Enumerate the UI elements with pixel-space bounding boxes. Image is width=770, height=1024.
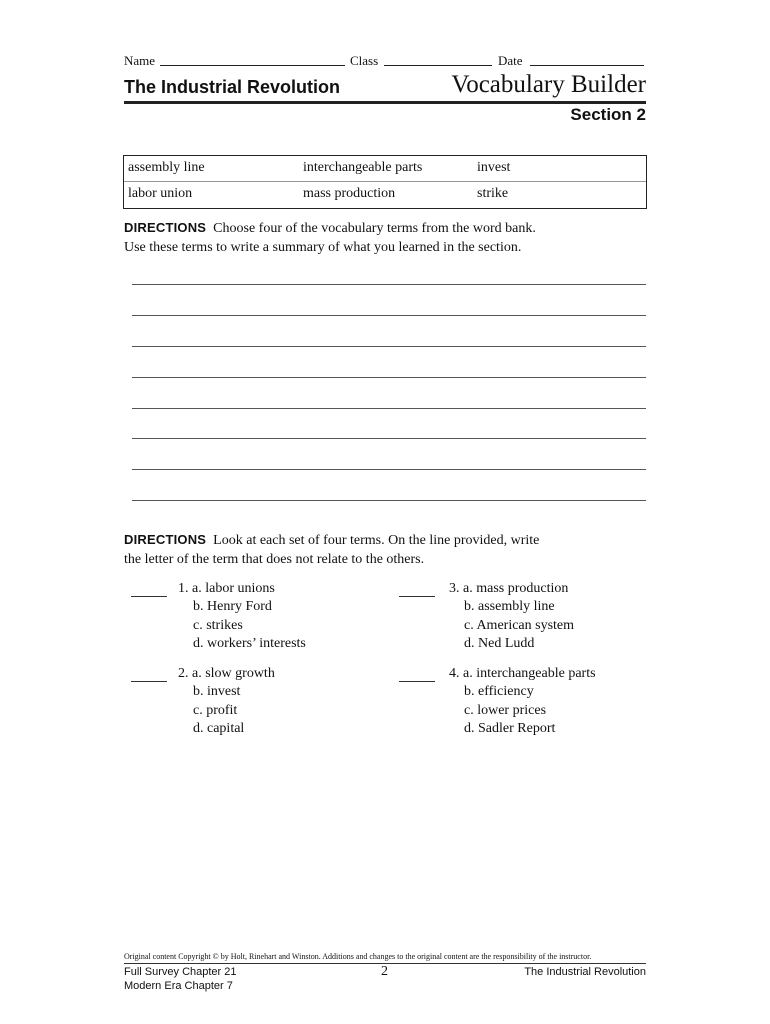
option-c: c. profit	[193, 702, 238, 718]
writing-line[interactable]	[132, 500, 646, 501]
option-d: d. capital	[193, 720, 245, 736]
option-b: b. assembly line	[464, 599, 555, 615]
directions-summary	[124, 218, 654, 257]
word-bank	[123, 155, 647, 209]
question-number: 4.	[449, 666, 460, 681]
option-d: d. Ned Ludd	[464, 635, 535, 651]
writing-line[interactable]	[132, 377, 646, 378]
class-label: Class	[350, 53, 379, 68]
question-number: 2.	[178, 666, 189, 681]
directions-text: Look at each set of four terms. On the line provided, write	[213, 533, 540, 548]
page-number: 2	[381, 964, 388, 979]
answer-blank[interactable]	[399, 596, 435, 597]
directions-text: Choose four of the vocabulary terms from the word bank.	[213, 221, 536, 236]
directions-odd-one-out	[124, 530, 654, 569]
option-c: c. lower prices	[464, 702, 547, 718]
writing-line[interactable]	[132, 438, 646, 439]
word-bank-term: labor union	[128, 186, 193, 201]
question-number: 3.	[449, 581, 460, 596]
directions-text: the letter of the term that does not relate to the others.	[124, 552, 425, 567]
option-a: a. labor unions	[192, 581, 275, 596]
option-c: c. American system	[464, 617, 575, 633]
option-d: d. workers’ interests	[193, 635, 306, 651]
word-bank-term: mass production	[303, 186, 396, 201]
directions-label: DIRECTIONS	[124, 220, 207, 235]
option-a: a. mass production	[463, 581, 569, 596]
date-label: Date	[498, 53, 523, 68]
page-title: The Industrial Revolution	[124, 77, 341, 97]
vocabulary-builder-heading: Vocabulary Builder	[451, 71, 646, 98]
writing-line[interactable]	[132, 284, 646, 285]
name-field[interactable]	[160, 53, 345, 66]
directions-text: Use these terms to write a summary of what you learned in the section.	[124, 240, 522, 255]
directions-label: DIRECTIONS	[124, 532, 207, 547]
header-rule	[124, 101, 646, 104]
option-c: c. strikes	[193, 617, 243, 633]
footer-chapter-full-survey: Full Survey Chapter 21	[124, 966, 237, 978]
option-d: d. Sadler Report	[464, 720, 556, 736]
writing-line[interactable]	[132, 408, 646, 409]
section-label: Section 2	[570, 105, 646, 124]
class-field[interactable]	[384, 53, 492, 66]
footer-title: The Industrial Revolution	[524, 966, 646, 978]
writing-line[interactable]	[132, 315, 646, 316]
word-bank-row	[124, 156, 646, 182]
word-bank-term: assembly line	[128, 160, 205, 175]
copyright-notice: Original content Copyright © by Holt, Rinehart and Winston. Additions and changes to the original content are the responsibility of the instructor.	[124, 952, 592, 961]
question-number: 1.	[178, 581, 189, 596]
question-4	[449, 665, 596, 738]
answer-blank[interactable]	[131, 596, 167, 597]
word-bank-term: interchangeable parts	[303, 160, 423, 175]
name-label: Name	[124, 53, 156, 68]
question-2	[178, 665, 275, 738]
writing-line[interactable]	[132, 346, 646, 347]
option-b: b. invest	[193, 684, 241, 700]
option-a: a. interchangeable parts	[463, 666, 596, 681]
option-a: a. slow growth	[192, 666, 275, 681]
footer-chapter-modern-era: Modern Era Chapter 7	[124, 980, 233, 992]
option-b: b. efficiency	[464, 684, 534, 700]
word-bank-term: invest	[477, 160, 511, 175]
writing-line[interactable]	[132, 469, 646, 470]
answer-blank[interactable]	[131, 681, 167, 682]
option-b: b. Henry Ford	[193, 599, 272, 615]
answer-blank[interactable]	[399, 681, 435, 682]
date-field[interactable]	[530, 53, 644, 66]
word-bank-term: strike	[477, 186, 509, 201]
word-bank-row	[124, 182, 646, 208]
question-3	[449, 580, 574, 653]
question-1	[178, 580, 306, 653]
